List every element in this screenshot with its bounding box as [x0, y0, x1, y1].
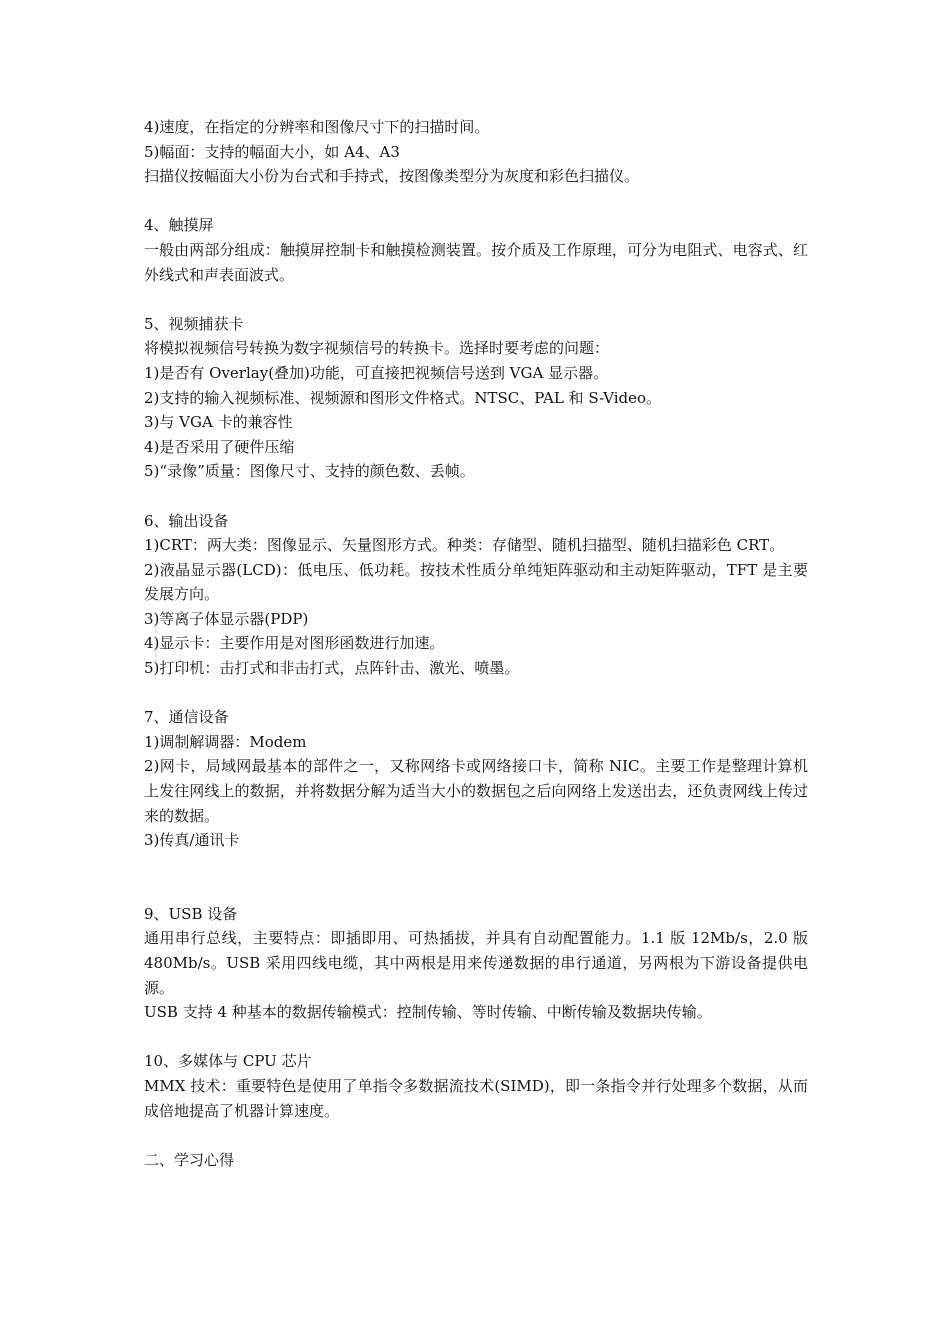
communication-item: 1)调制解调器：Modem	[144, 732, 307, 751]
spacer	[144, 853, 808, 902]
scanner-speed-line: 4)速度，在指定的分辨率和图像尺寸下的扫描时间。	[144, 118, 490, 136]
output-device-item: 1)CRT：两大类：图像显示、矢量图形方式。种类：存储型、随机扫描型、随机扫描彩色 CRT。	[144, 536, 785, 555]
video-capture-item: 1)是否有 Overlay(叠加)功能，可直接把视频信号送到 VGA 显示器。	[144, 363, 609, 382]
communication-item: 2)网卡，局域网最基本的部件之一，又称网络卡或网络接口卡，简称 NIC。主要工作是整理计算机上发往网线上的数据，并将数据分解为适当大小的数据包之后向网络上发送出去，还负责网线上传过来的数据。	[144, 757, 808, 825]
scanner-format-line: 5)幅面：支持的幅面大小，如 A4、A3	[144, 142, 400, 161]
video-capture-item: 3)与 VGA 卡的兼容性	[144, 413, 293, 432]
video-capture-item: 4)是否采用了硬件压缩	[144, 437, 295, 456]
output-device-item: 3)等离子体显示器(PDP)	[144, 609, 309, 628]
section-heading-video-capture: 5、视频捕获卡	[144, 314, 244, 333]
section-heading-communication: 7、通信设备	[144, 708, 229, 727]
output-device-item: 4)显示卡：主要作用是对图形函数进行加速。	[144, 634, 445, 653]
video-capture-item: 5)“录像”质量：图像尺寸、支持的颜色数、丢帧。	[144, 462, 475, 481]
usb-paragraph: 通用串行总线，主要特点：即插即用、可热插拔，并具有自动配置能力。1.1 版 12Mb/s，2.0 版 480Mb/s。USB 采用四线电缆，其中两根是用来传递数据的串行通道，另两根为下游设备提供电源。	[144, 929, 808, 997]
section-heading-learning-notes: 二、学习心得	[144, 1150, 235, 1169]
spacer	[144, 1123, 808, 1148]
section-heading-touchscreen: 4、触摸屏	[144, 216, 214, 235]
section-heading-multimedia-cpu: 10、多媒体与 CPU 芯片	[144, 1052, 312, 1071]
section-heading-usb: 9、USB 设备	[144, 904, 238, 923]
usb-modes-line: USB 支持 4 种基本的数据传输模式：控制传输、等时传输、中断传输及数据块传输。	[144, 1003, 712, 1022]
spacer	[144, 287, 808, 312]
communication-item: 3)传真/通讯卡	[144, 831, 240, 850]
spacer	[144, 681, 808, 706]
spacer	[144, 484, 808, 509]
output-device-item: 2)液晶显示器(LCD)：低电压、低功耗。按技术性质分单纯矩阵驱动和主动矩阵驱动，TFT 是主要发展方向。	[144, 560, 808, 604]
output-device-item: 5)打印机：击打式和非击打式，点阵针击、激光、喷墨。	[144, 659, 520, 678]
document-body	[144, 115, 808, 1172]
mmx-paragraph: MMX 技术：重要特色是使用了单指令多数据流技术(SIMD)，即一条指令并行处理多个数据，从而成倍地提高了机器计算速度。	[144, 1076, 808, 1120]
touchscreen-paragraph: 一般由两部分组成：触摸屏控制卡和触摸检测装置。按介质及工作原理，可分为电阻式、电容式、红外线式和声表面波式。	[144, 240, 808, 284]
video-capture-item: 2)支持的输入视频标准、视频源和图形文件格式。NTSC、PAL 和 S-Video。	[144, 388, 662, 407]
scanner-types-line: 扫描仪按幅面大小份为台式和手持式，按图像类型分为灰度和彩色扫描仪。	[144, 167, 640, 186]
section-heading-output-devices: 6、输出设备	[144, 511, 229, 530]
spacer	[144, 1025, 808, 1050]
spacer	[144, 189, 808, 214]
video-capture-intro: 将模拟视频信号转换为数字视频信号的转换卡。选择时要考虑的问题：	[144, 339, 610, 358]
